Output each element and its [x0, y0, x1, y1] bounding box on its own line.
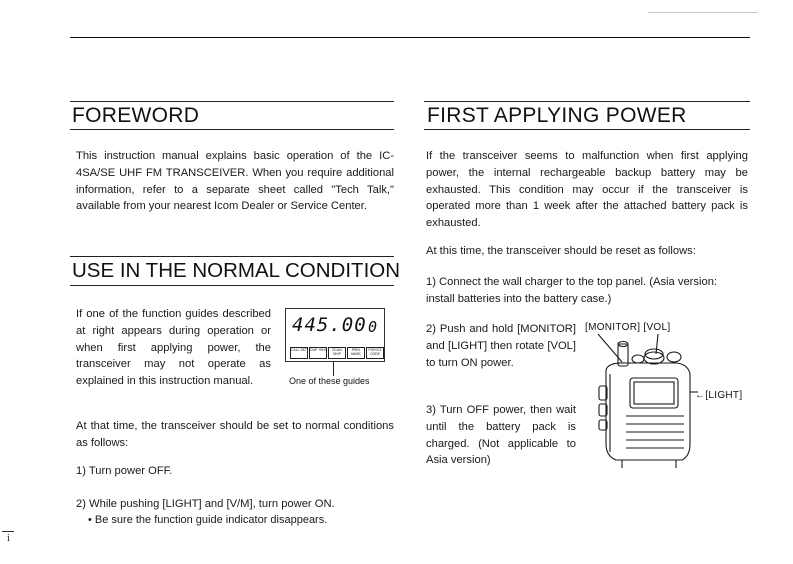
function-guide-display [285, 308, 385, 362]
foreword-bottom-rule [70, 129, 394, 130]
first-power-step-3: 3) Turn OFF power, then wait until the battery pack is charged. (Not applicable to Asia version) [426, 404, 576, 467]
top-rule [70, 37, 750, 38]
first-power-bottom-rule [424, 129, 750, 130]
foreword-body: This instruction manual explains basic operation of the IC-4SA/SE UHF FM TRANSCEIVER. When you require additional information, refer to a separate sheet called "Tech Talk," available from your nearest Icom Dealer or Service Center. [76, 150, 394, 213]
display-frequency: 445.00 [292, 314, 367, 336]
normal-top-rule [70, 256, 394, 257]
caption-pointer-line [333, 361, 334, 376]
normal-step-1: 1) Turn power OFF. [76, 465, 173, 477]
first-power-intro: If the transceiver seems to malfunction when first applying power, the internal rechargeable backup battery may be exhausted. This condition may occur if the transceiver is operated more than 1 week after the attached battery pack is exhausted. [426, 150, 748, 230]
foreword-top-rule [70, 101, 394, 102]
guide-scan-skip: SCAN SKIP [328, 347, 346, 359]
first-power-step-2: 2) Push and hold [MONITOR] and [LIGHT] then rotate [VOL] to turn ON power. [426, 323, 576, 369]
page-number: i [7, 533, 10, 544]
page-number-rule [2, 531, 14, 532]
normal-step-2: 2) While pushing [LIGHT] and [V/M], turn power ON. [76, 498, 335, 510]
first-power-step-1: 1) Connect the wall charger to the top panel. (Asia version: install batteries into the battery case.) [426, 276, 718, 305]
guide-prio-mask: PRIO MASK [347, 347, 365, 359]
guide-pgr-cs-code: PGR/CS CODE [366, 347, 384, 359]
normal-condition-intro: If one of the function guides described at right appears during operation or when first applying power, the transceiver may not operate as explained in this instruction manual. [76, 308, 271, 388]
guide-dup-shift: DUP +SHI [309, 347, 327, 359]
foreword-title: FOREWORD [72, 104, 200, 127]
normal-condition-title: USE IN THE NORMAL CONDITION [72, 259, 401, 282]
normal-bottom-rule [70, 285, 394, 286]
first-power-top-rule [424, 101, 750, 102]
display-caption: One of these guides [289, 376, 370, 386]
display-channel: 0 [368, 318, 378, 336]
label-monitor-vol: [MONITOR] [VOL] [585, 322, 671, 333]
transceiver-illustration [596, 332, 700, 468]
scan-mark-top [648, 12, 758, 13]
first-power-title: FIRST APPLYING POWER [427, 104, 687, 127]
normal-step-2-note: • Be sure the function guide indicator disappears. [88, 514, 328, 526]
normal-reset-intro: At that time, the transceiver should be set to normal conditions as follows: [76, 420, 394, 449]
label-light: ←[LIGHT] [695, 390, 743, 401]
first-power-reset-intro: At this time, the transceiver should be reset as follows: [426, 245, 696, 257]
guide-call-set: CALL SET [290, 347, 308, 359]
